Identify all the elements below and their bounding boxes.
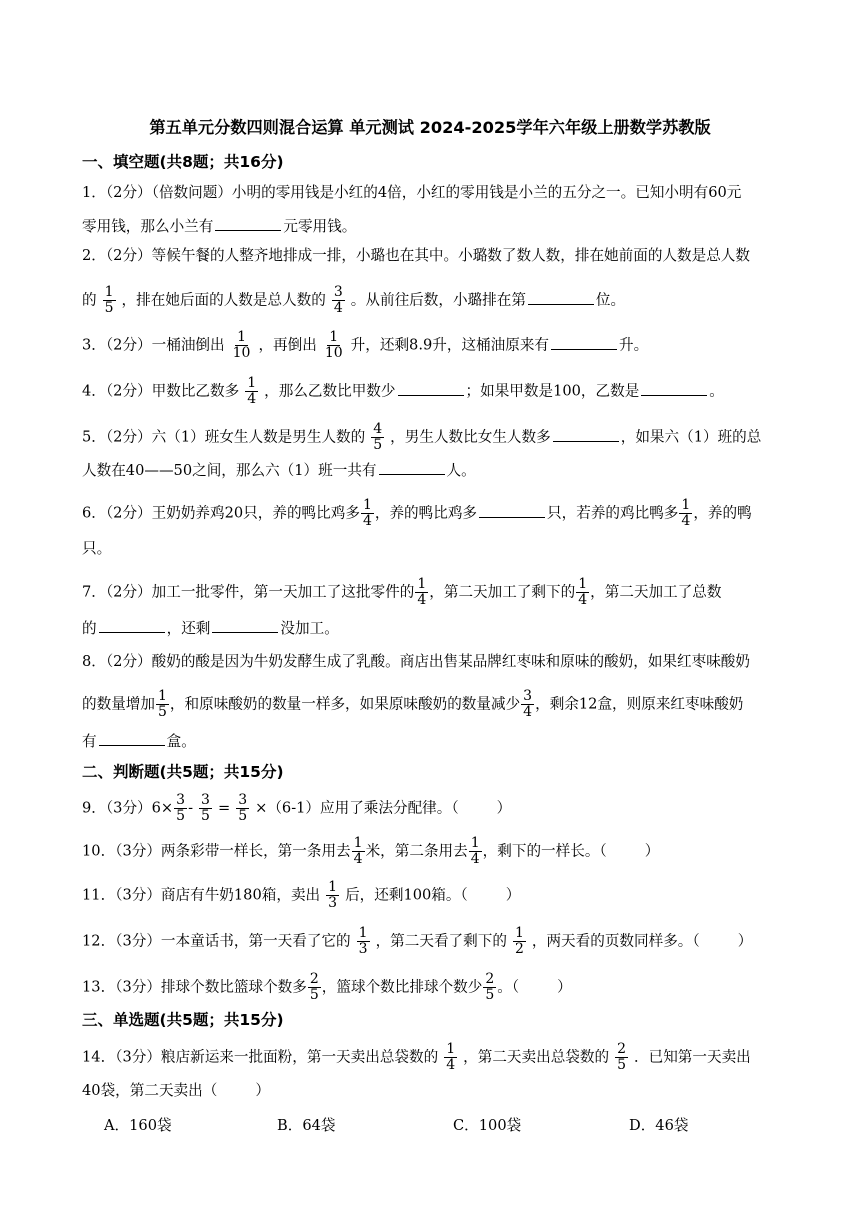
question-11-line-1 [82, 880, 520, 911]
option-c[interactable]: C．100袋 [453, 1117, 522, 1134]
question-8-text: ，和原味酸奶的数量一样多，如果原味酸奶的数量减少 [169, 695, 521, 713]
question-7-line-1 [82, 577, 722, 608]
fraction-denominator: 5 [238, 808, 248, 824]
fraction [357, 926, 370, 957]
fraction-denominator: 4 [523, 704, 533, 720]
question-4-text: 4．（2分）甲数比乙数多 [82, 382, 240, 400]
answer-blank[interactable] [398, 381, 464, 396]
fraction-numerator: 1 [329, 329, 339, 345]
fraction [174, 793, 187, 824]
question-14-text: ，第二天卖出总袋数的 [463, 1048, 610, 1066]
fraction-denominator: 5 [201, 808, 210, 824]
fraction-numerator: 1 [247, 375, 257, 391]
question-9-text: 9．（3分）6× [82, 799, 174, 817]
answer-blank[interactable] [212, 618, 278, 633]
question-3-text: 升，还剩8.9升，这桶油原来有 [350, 336, 550, 354]
question-6-text: ，养的鸭比鸡多 [374, 504, 478, 522]
option-b[interactable]: B．64袋 [277, 1117, 336, 1134]
fraction-numerator: 1 [681, 497, 691, 513]
fraction [199, 793, 212, 824]
fraction [361, 498, 374, 529]
fraction-denominator: 5 [309, 987, 319, 1003]
question-11-text: ） [505, 886, 521, 904]
fraction [513, 926, 526, 957]
section-heading-true-false: 二、判断题(共5题；共15分) [82, 763, 284, 781]
answer-blank[interactable] [553, 427, 619, 442]
fraction-numerator: 1 [157, 688, 167, 704]
section-heading-fill-blank: 一、填空题(共8题；共16分) [82, 153, 284, 171]
question-6-text: ，养的鸭 [693, 504, 752, 522]
answer-blank[interactable] [99, 731, 165, 746]
question-14-line-2 [82, 1081, 270, 1101]
fraction-numerator: 3 [523, 688, 533, 704]
question-12-text: 12．（3分）一本童话书，第一天看了它的 [82, 932, 351, 950]
fraction-numerator: 1 [578, 576, 588, 592]
fraction [236, 793, 249, 824]
section-heading-multiple-choice: 三、单选题(共5题；共15分) [82, 1011, 284, 1029]
fraction-numerator: 2 [485, 971, 495, 987]
fraction-denominator: 4 [470, 851, 480, 867]
question-6-text: 只，若养的鸡比鸭多 [547, 504, 679, 522]
question-1-text: 1．（2分）（倍数问题）小明的零用钱是小红的4倍，小红的零用钱是小兰的五分之一。已知小明有60元 [82, 184, 742, 201]
fraction-denominator: 2 [514, 941, 524, 957]
question-1-line-2 [82, 216, 356, 237]
question-7-text: 没加工。 [280, 620, 339, 637]
question-14-line-1 [82, 1042, 751, 1073]
fraction-denominator: 10 [324, 345, 343, 361]
question-10-text: 10．（3分）两条彩带一样长，第一条用去 [82, 842, 351, 860]
question-8-text: ，剩余12盒，则原来红枣味酸奶 [535, 695, 744, 713]
question-11-text: 后，还剩100箱。（ [345, 886, 468, 904]
question-8-text: 盒。 [166, 733, 196, 750]
question-10-text: ） [644, 842, 660, 860]
fraction-denominator: 5 [617, 1057, 627, 1073]
question-11-text: 11．（3分）商店有牛奶180箱，卖出 [82, 886, 321, 904]
question-6-text: 6．（2分）王奶奶养鸡20只，养的鸭比鸡多 [82, 504, 360, 522]
fraction [469, 836, 482, 867]
fraction-denominator: 4 [578, 592, 588, 608]
fraction-denominator: 5 [485, 987, 495, 1003]
question-6-line-1 [82, 498, 752, 529]
fraction [231, 330, 253, 361]
fraction [679, 498, 692, 529]
question-4-text: 。 [709, 382, 724, 400]
question-2-text: 的 [82, 291, 97, 309]
fraction [483, 972, 496, 1003]
fraction-denominator: 5 [157, 704, 167, 720]
fraction-numerator: 1 [353, 835, 363, 851]
fraction-denominator: 4 [446, 1057, 456, 1073]
question-7-text: ，还剩 [166, 620, 211, 637]
question-12-text: ，两天看的页数同样多。（ [531, 932, 700, 950]
fraction-numerator: 1 [104, 284, 114, 300]
fraction-numerator: 4 [373, 421, 383, 437]
question-9-text: = [217, 799, 231, 817]
question-10-text: 米，第二条用去 [365, 842, 468, 860]
fraction-denominator: 3 [328, 895, 338, 911]
fraction [326, 880, 339, 911]
fraction-denominator: 4 [362, 513, 372, 529]
fraction-numerator: 3 [201, 792, 210, 808]
question-8-text: 的数量增加 [82, 695, 155, 713]
page-title: 第五单元分数四则混合运算 单元测试 2024-2025学年六年级上册数学苏教版 [149, 118, 711, 137]
question-12-text: ，第二天看了剩下的 [375, 932, 507, 950]
question-10-line-1 [82, 836, 659, 867]
fraction [308, 972, 321, 1003]
fraction-denominator: 5 [176, 808, 186, 824]
question-2-text: 。从前往后数，小璐排在第 [350, 291, 526, 309]
question-2-text: 2．（2分）等候午餐的人整齐地排成一排，小璐也在其中。小璐数了数人数，排在她前面的人数是总人数 [82, 247, 750, 264]
fraction [352, 836, 365, 867]
question-4-text: ；如果甲数是100，乙数是 [465, 382, 640, 400]
question-8-line-2 [82, 689, 743, 720]
question-13-text: ） [557, 978, 572, 996]
question-9-text: ） [496, 799, 512, 817]
fraction-numerator: 2 [617, 1041, 627, 1057]
fraction [156, 689, 169, 720]
question-5-text: ，如果六（1）班的总 [620, 428, 762, 446]
question-9-line-1 [82, 793, 511, 824]
fraction [103, 285, 116, 316]
question-2-line-2 [82, 285, 625, 316]
fraction-denominator: 3 [358, 941, 368, 957]
fraction-numerator: 2 [309, 971, 319, 987]
answer-blank[interactable] [479, 503, 545, 518]
question-8-text: 有 [82, 733, 97, 750]
question-4-text: ，那么乙数比甲数少 [264, 382, 396, 400]
option-a[interactable]: A．160袋 [104, 1117, 172, 1134]
question-8-text: 8．（2分）酸奶的酸是因为牛奶发酵生成了乳酸。商店出售某品牌红枣味和原味的酸奶，如果红枣味酸奶 [82, 653, 750, 670]
question-9-text: ×（6-1）应用了乘法分配律。（ [255, 799, 459, 817]
answer-blank[interactable] [528, 290, 594, 305]
fraction [615, 1042, 628, 1073]
question-6-text: 只。 [82, 540, 112, 557]
question-2-text: ，排在她后面的人数是总人数的 [121, 291, 326, 309]
answer-blank[interactable] [641, 381, 707, 396]
question-9-text: - [188, 799, 194, 817]
fraction-numerator: 1 [328, 879, 338, 895]
fraction-denominator: 10 [232, 345, 251, 361]
question-13-text: 。（ [497, 978, 520, 996]
question-13-text: 13．（3分）排球个数比篮球个数多 [82, 978, 307, 996]
answer-blank[interactable] [379, 460, 445, 475]
question-3-text: ，再倒出 [258, 336, 317, 354]
question-6-line-2 [82, 539, 111, 559]
question-10-text: ，剩下的一样长。（ [482, 842, 607, 860]
question-7-text: ，第二天加工了总数 [590, 583, 722, 601]
question-5-line-2 [82, 460, 476, 481]
question-1-line-1 [82, 183, 741, 203]
fraction-numerator: 3 [238, 792, 248, 808]
question-13-line-1 [82, 972, 572, 1003]
question-12-text: ） [737, 932, 753, 950]
question-13-text: ，篮球个数比排球个数少 [321, 978, 483, 996]
fraction-denominator: 5 [104, 300, 114, 316]
question-5-text: ，男生人数比女生人数多 [390, 428, 551, 446]
fraction-denominator: 4 [417, 592, 427, 608]
question-4-line-1 [82, 376, 724, 407]
fraction-numerator: 1 [237, 329, 246, 345]
fraction-numerator: 1 [417, 576, 427, 592]
fraction-numerator: 1 [358, 925, 368, 941]
question-1-text: 元零用钱。 [283, 218, 357, 235]
fraction-denominator: 4 [333, 300, 343, 316]
fraction [371, 422, 384, 453]
fraction-denominator: 4 [681, 513, 691, 529]
answer-blank[interactable] [99, 618, 165, 633]
question-3-text: 升。 [619, 336, 649, 354]
answer-blank[interactable] [551, 335, 617, 350]
question-1-text: 零用钱，那么小兰有 [82, 218, 214, 235]
fraction [576, 577, 589, 608]
fraction-denominator: 4 [353, 851, 363, 867]
fraction-numerator: 3 [333, 284, 343, 300]
fraction [521, 689, 534, 720]
question-2-line-1 [82, 246, 750, 266]
fraction [245, 376, 258, 407]
fraction [444, 1042, 457, 1073]
fraction-numerator: 1 [446, 1041, 456, 1057]
answer-blank[interactable] [215, 216, 281, 231]
question-14-text: ．已知第一天卖出 [634, 1048, 751, 1066]
option-d[interactable]: D．46袋 [629, 1117, 689, 1134]
fraction [332, 285, 345, 316]
question-8-line-1 [82, 652, 750, 672]
question-8-line-3 [82, 731, 196, 752]
question-7-text: 的 [82, 620, 97, 637]
question-5-text: 人数在40——50之间，那么六（1）班一共有 [82, 462, 377, 479]
question-14-text: ） [255, 1082, 270, 1099]
question-7-text: ，第二天加工了剩下的 [429, 583, 576, 601]
fraction [415, 577, 428, 608]
question-14-text: 40袋，第二天卖出（ [82, 1082, 218, 1099]
question-3-line-1 [82, 330, 648, 361]
question-7-line-2 [82, 618, 339, 639]
fraction-numerator: 1 [362, 497, 372, 513]
fraction-numerator: 1 [514, 925, 524, 941]
fraction-numerator: 3 [176, 792, 186, 808]
question-5-line-1 [82, 422, 761, 453]
question-5-text: 人。 [446, 462, 476, 479]
question-12-line-1 [82, 926, 752, 957]
fraction-denominator: 5 [373, 437, 383, 453]
question-5-text: 5．（2分）六（1）班女生人数是男生人数的 [82, 428, 366, 446]
question-3-text: 3．（2分）一桶油倒出 [82, 336, 225, 354]
fraction-numerator: 1 [470, 835, 480, 851]
question-2-text: 位。 [595, 291, 626, 309]
fraction-denominator: 4 [247, 391, 257, 407]
question-7-text: 7．（2分）加工一批零件，第一天加工了这批零件的 [82, 583, 415, 601]
question-14-text: 14．（3分）粮店新运来一批面粉，第一天卖出总袋数的 [82, 1048, 439, 1066]
fraction [323, 330, 345, 361]
